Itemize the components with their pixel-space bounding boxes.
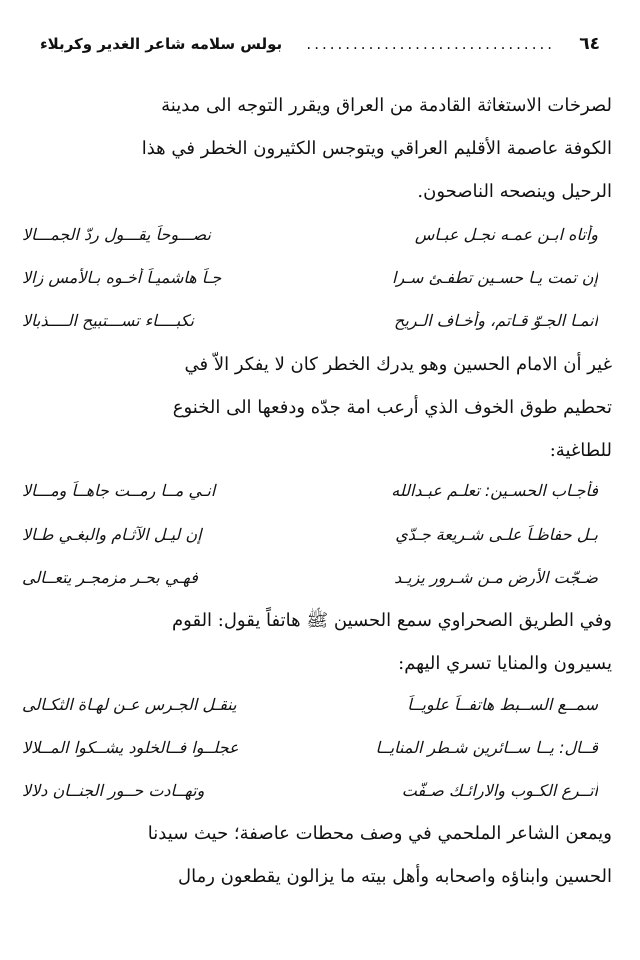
- verse-first-hemistich: سمــع الســبط هاتفــاً علويــاً: [407, 694, 598, 714]
- verse-first-hemistich: ضـجّت الأرض مـن شـرور يزيـد: [394, 567, 598, 587]
- paragraph-line: الرحيل وينصحه الناصحون.: [417, 181, 612, 202]
- verse-first-hemistich: انمـا الجـوّ قـاتم، وأخـاف الـريح: [394, 310, 598, 330]
- verse-second-hemistich: عجلــوا فــالخلود يشــكوا المــلالا: [22, 737, 239, 757]
- paragraph-line: تحطيم طوق الخوف الذي أرعب امة جدّه ودفعها الى الخنوع: [172, 397, 612, 418]
- verse-first-hemistich: إن تمت يـا حسـين تطفـئ سـرا: [392, 267, 598, 287]
- paragraph-line: الحسين وابناؤه واصحابه وأهل بيته ما يزالون يقطعون رمال: [178, 866, 612, 887]
- verse-second-hemistich: جـاً هاشميـاً أخـوه بـالأمس زالا: [22, 267, 222, 287]
- verse-first-hemistich: وأتاه ابـن عمـه نجـل عبـاس: [414, 224, 598, 244]
- paragraph-line: يسيرون والمنايا تسري اليهم:: [398, 653, 612, 674]
- paragraph-line: للطاغية:: [549, 440, 612, 461]
- verse-second-hemistich: وتهــادت حــور الجنــان دلالا: [22, 780, 205, 800]
- paragraph: [30, 599, 612, 685]
- running-header: [40, 30, 600, 58]
- verse-first-hemistich: أتــرع الكـوب والارائـك صـفّت: [401, 780, 598, 800]
- paragraph: [30, 812, 612, 898]
- paragraph-line: الكوفة عاصمة الأقليم العراقي ويتوجس الكثيرون الخطر في هذا: [141, 138, 612, 159]
- verse-second-hemistich: انـي مــا رمــت جاهــاً ومـــالا: [22, 480, 216, 500]
- verse-line: [22, 770, 598, 810]
- paragraph-line: وفي الطريق الصحراوي سمع الحسين ﷺ هاتفاً يقول: القوم: [172, 610, 612, 631]
- verse-first-hemistich: فأجـاب الحسـين: تعلـم عبـدالله: [391, 480, 598, 500]
- header-leader-dots: ................................: [306, 35, 555, 53]
- verse-second-hemistich: فهـي بحـر مزمجـر يتعــالى: [22, 567, 198, 587]
- verse-line: [22, 514, 598, 554]
- verse-line: [22, 214, 598, 254]
- verse-line: [22, 257, 598, 297]
- verse-second-hemistich: نكبــــاء تســـتبيح الــــذبالا: [22, 310, 194, 330]
- page-number: ٦٤: [579, 34, 600, 54]
- paragraph-line: ويمعن الشاعر الملحمي في وصف محطات عاصفة؛ حيث سيدنا: [147, 823, 612, 844]
- verse-line: [22, 727, 598, 767]
- paragraph-line: غير أن الامام الحسين وهو يدرك الخطر كان لا يفكر الاّ في: [184, 354, 612, 375]
- verse-line: [22, 300, 598, 340]
- verse-line: [22, 470, 598, 510]
- running-title: بولس سلامه شاعر الغدير وكربلاء: [40, 35, 283, 53]
- paragraph: [30, 84, 612, 213]
- paragraph: [30, 343, 612, 472]
- paragraph-line: لصرخات الاستغاثة القادمة من العراق ويقرر التوجه الى مدينة: [161, 95, 612, 116]
- verse-second-hemistich: إن ليـل الآثـام والبغـي طـالا: [22, 524, 202, 544]
- verse-first-hemistich: قــال: يــا ســائرين شـطر المنايــا: [375, 737, 598, 757]
- verse-line: [22, 684, 598, 724]
- verse-second-hemistich: نصـــوحاً يقـــول ردّ الجمـــالا: [22, 224, 211, 244]
- verse-first-hemistich: بـل حفاظـاً علـى شـريعة جـدّي: [395, 524, 598, 544]
- verse-second-hemistich: ينقـل الجـرس عـن لهـاة الثكـالى: [22, 694, 237, 714]
- verse-line: [22, 557, 598, 597]
